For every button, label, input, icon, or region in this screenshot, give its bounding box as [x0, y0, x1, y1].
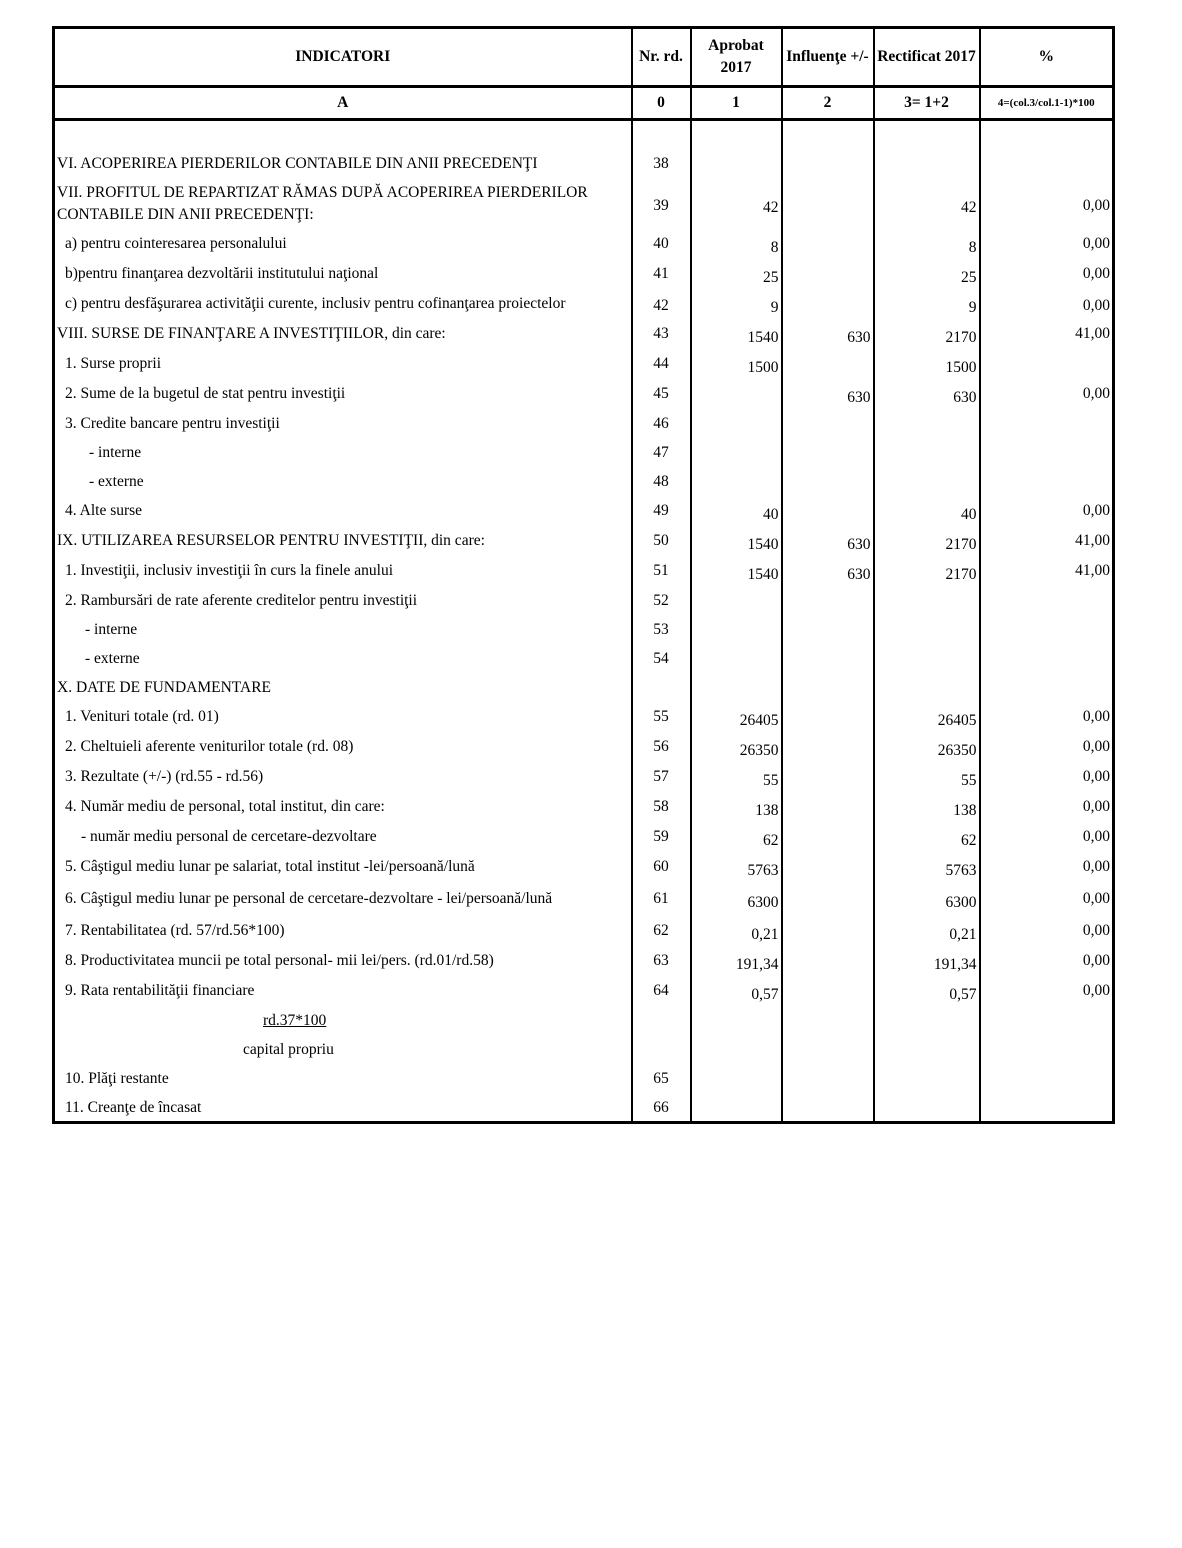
aprobat-value: 55	[691, 762, 782, 792]
aprobat-value: 26350	[691, 732, 782, 762]
percent-value	[980, 673, 1114, 702]
row-number: 65	[632, 1064, 691, 1093]
aprobat-value: 0,57	[691, 976, 782, 1006]
rectificat-value: 2170	[874, 526, 980, 556]
table-row	[54, 946, 1114, 976]
table-row	[54, 822, 1114, 852]
table-row	[54, 229, 1114, 259]
indicator-label: - interne	[54, 615, 632, 644]
row-number: 64	[632, 976, 691, 1006]
influente-value	[782, 438, 874, 467]
indicator-label: - externe	[54, 467, 632, 496]
table-row	[54, 438, 1114, 467]
percent-value: 0,00	[1082, 196, 1110, 214]
table-header	[54, 28, 1114, 120]
row-number: 38	[632, 149, 691, 178]
column-index-row	[54, 87, 1114, 120]
indicator-label: rd.37*100	[54, 1006, 632, 1035]
aprobat-value	[691, 1006, 782, 1035]
indicator-label: b)pentru finanţarea dezvoltării institutului naţional	[54, 259, 632, 289]
aprobat-value: 40	[691, 496, 782, 526]
aprobat-value: 25	[691, 259, 782, 289]
rectificat-value: 25	[874, 259, 980, 289]
aprobat-value	[691, 644, 782, 673]
table-row	[54, 1006, 1114, 1035]
col-index-a: A	[54, 87, 632, 120]
row-number: 46	[632, 409, 691, 438]
row-number: 58	[632, 792, 691, 822]
table-row	[54, 1064, 1114, 1093]
influente-value	[782, 822, 874, 852]
rectificat-value: 0,21	[874, 916, 980, 946]
indicators-table	[52, 26, 1115, 1124]
percent-value: 0,00	[1082, 890, 1110, 907]
table-row	[54, 259, 1114, 289]
row-number: 48	[632, 467, 691, 496]
col-index-1: 1	[691, 87, 782, 120]
percent-value: 0,00	[1082, 235, 1110, 252]
rectificat-value: 6300	[874, 884, 980, 916]
influente-value	[782, 467, 874, 496]
rectificat-value: 630	[874, 379, 980, 409]
spacer-row	[54, 120, 1114, 150]
influente-value	[782, 732, 874, 762]
aprobat-value: 9	[691, 289, 782, 319]
table-row	[54, 349, 1114, 379]
percent-value: 0,00	[1082, 265, 1110, 282]
percent-value	[980, 1006, 1114, 1035]
table-row	[54, 379, 1114, 409]
table-row	[54, 673, 1114, 702]
aprobat-value	[691, 1093, 782, 1123]
table-row	[54, 586, 1114, 615]
percent-value	[980, 615, 1114, 644]
table-row	[54, 792, 1114, 822]
col-index-3: 3= 1+2	[874, 87, 980, 120]
indicator-label: 2. Cheltuieli aferente veniturilor totale (rd. 08)	[54, 732, 632, 762]
table-row	[54, 556, 1114, 586]
row-number: 54	[632, 644, 691, 673]
percent-value: 0,00	[1082, 952, 1110, 969]
influente-value	[782, 149, 874, 178]
indicator-label: 1. Surse proprii	[54, 349, 632, 379]
aprobat-value: 5763	[691, 852, 782, 884]
influente-value: 630	[782, 379, 874, 409]
influente-value	[782, 762, 874, 792]
rectificat-value	[874, 149, 980, 178]
indicator-label: 8. Productivitatea muncii pe total personal- mii lei/pers. (rd.01/rd.58)	[54, 946, 632, 976]
budget-indicators-sheet	[52, 26, 1112, 1124]
indicator-label: 7. Rentabilitatea (rd. 57/rd.56*100)	[54, 916, 632, 946]
percent-value: 0,00	[1082, 297, 1110, 314]
rectificat-value	[874, 409, 980, 438]
influente-value: 630	[782, 526, 874, 556]
aprobat-value: 42	[691, 178, 782, 229]
influente-value	[782, 644, 874, 673]
indicator-label: 9. Rata rentabilităţii financiare	[54, 976, 632, 1006]
influente-value: 630	[782, 319, 874, 349]
row-number: 59	[632, 822, 691, 852]
percent-value: 0,00	[1082, 922, 1110, 939]
indicator-label: 1. Investiţii, inclusiv investiţii în curs la finele anului	[54, 556, 632, 586]
header-influente: Influenţe +/-	[782, 28, 874, 87]
indicator-label: c) pentru desfăşurarea activităţii curente, inclusiv pentru cofinanţarea proiectelor	[54, 289, 632, 319]
table-row	[54, 644, 1114, 673]
header-indicatori: INDICATORI	[54, 28, 632, 87]
rectificat-value: 2170	[874, 319, 980, 349]
rectificat-value: 55	[874, 762, 980, 792]
rectificat-value: 138	[874, 792, 980, 822]
aprobat-value: 1540	[691, 319, 782, 349]
percent-value: 41,00	[1075, 325, 1110, 342]
rectificat-value	[874, 1006, 980, 1035]
percent-value	[980, 1035, 1114, 1064]
influente-value: 630	[782, 556, 874, 586]
row-number: 57	[632, 762, 691, 792]
percent-value	[980, 467, 1114, 496]
row-number: 49	[632, 496, 691, 526]
percent-value: 0,00	[1082, 828, 1110, 845]
table-row	[54, 916, 1114, 946]
influente-value	[782, 496, 874, 526]
influente-value	[782, 229, 874, 259]
aprobat-value: 8	[691, 229, 782, 259]
rectificat-value: 8	[874, 229, 980, 259]
aprobat-value	[691, 1035, 782, 1064]
indicator-label: - număr mediu personal de cercetare-dezvoltare	[54, 822, 632, 852]
influente-value	[782, 884, 874, 916]
influente-value	[782, 792, 874, 822]
row-number: 52	[632, 586, 691, 615]
percent-value: 0,00	[1082, 798, 1110, 815]
rectificat-value: 26405	[874, 702, 980, 732]
header-nr-rd: Nr. rd.	[632, 28, 691, 87]
percent-value	[980, 644, 1114, 673]
rectificat-value	[874, 1093, 980, 1123]
row-number: 47	[632, 438, 691, 467]
percent-value: 0,00	[1082, 385, 1110, 402]
indicator-label: capital propriu	[54, 1035, 632, 1064]
aprobat-value	[691, 379, 782, 409]
header-aprobat: Aprobat 2017	[691, 28, 782, 87]
influente-value	[782, 946, 874, 976]
table-row	[54, 976, 1114, 1006]
indicator-label: X. DATE DE FUNDAMENTARE	[54, 673, 632, 702]
aprobat-value: 1500	[691, 349, 782, 379]
percent-value	[980, 409, 1114, 438]
row-number: 53	[632, 615, 691, 644]
percent-value	[980, 1064, 1114, 1093]
row-number: 50	[632, 526, 691, 556]
indicator-label: VIII. SURSE DE FINANŢARE A INVESTIŢIILOR, din care:	[54, 319, 632, 349]
aprobat-value: 62	[691, 822, 782, 852]
influente-value	[782, 178, 874, 229]
row-number: 63	[632, 946, 691, 976]
aprobat-value	[691, 409, 782, 438]
table-row	[54, 178, 1114, 229]
table-row	[54, 1035, 1114, 1064]
percent-value	[980, 149, 1114, 178]
rectificat-value: 26350	[874, 732, 980, 762]
aprobat-value	[691, 615, 782, 644]
percent-value	[980, 1093, 1114, 1123]
indicator-label: VII. PROFITUL DE REPARTIZAT RĂMAS DUPĂ ACOPERIREA PIERDERILOR CONTABILE DIN ANII PRECEDENŢI:	[54, 178, 632, 229]
aprobat-value: 138	[691, 792, 782, 822]
table-row	[54, 1093, 1114, 1123]
rectificat-value: 40	[874, 496, 980, 526]
percent-value: 0,00	[1082, 858, 1110, 875]
influente-value	[782, 259, 874, 289]
table-body	[54, 120, 1114, 1123]
table-row	[54, 526, 1114, 556]
indicator-label: - externe	[54, 644, 632, 673]
aprobat-value: 1540	[691, 526, 782, 556]
row-number: 56	[632, 732, 691, 762]
influente-value	[782, 1006, 874, 1035]
aprobat-value: 1540	[691, 556, 782, 586]
row-number: 51	[632, 556, 691, 586]
influente-value	[782, 409, 874, 438]
aprobat-value: 191,34	[691, 946, 782, 976]
col-index-2: 2	[782, 87, 874, 120]
indicator-label: 2. Sume de la bugetul de stat pentru investiţii	[54, 379, 632, 409]
header-rectificat: Rectificat 2017	[874, 28, 980, 87]
percent-value	[980, 349, 1114, 379]
rectificat-value: 1500	[874, 349, 980, 379]
aprobat-value	[691, 149, 782, 178]
table-row	[54, 732, 1114, 762]
rectificat-value	[874, 615, 980, 644]
row-number: 43	[632, 319, 691, 349]
table-row	[54, 702, 1114, 732]
rectificat-value	[874, 1064, 980, 1093]
indicator-label: a) pentru cointeresarea personalului	[54, 229, 632, 259]
row-number: 44	[632, 349, 691, 379]
header-percent: %	[980, 28, 1114, 87]
rectificat-value	[874, 1035, 980, 1064]
row-number: 42	[632, 289, 691, 319]
aprobat-value	[691, 467, 782, 496]
row-number: 45	[632, 379, 691, 409]
indicator-label: 4. Alte surse	[54, 496, 632, 526]
aprobat-value	[691, 586, 782, 615]
table-row	[54, 496, 1114, 526]
row-number: 66	[632, 1093, 691, 1123]
table-row	[54, 467, 1114, 496]
influente-value	[782, 916, 874, 946]
col-index-0: 0	[632, 87, 691, 120]
influente-value	[782, 1064, 874, 1093]
rectificat-value	[874, 644, 980, 673]
aprobat-value	[691, 673, 782, 702]
rectificat-value	[874, 673, 980, 702]
row-number: 61	[632, 884, 691, 916]
indicator-label: IX. UTILIZAREA RESURSELOR PENTRU INVESTIŢII, din care:	[54, 526, 632, 556]
table-row	[54, 319, 1114, 349]
row-number	[632, 1006, 691, 1035]
table-row	[54, 762, 1114, 792]
influente-value	[782, 702, 874, 732]
row-number: 41	[632, 259, 691, 289]
indicator-label: 5. Câştigul mediu lunar pe salariat, total institut -lei/persoană/lună	[54, 852, 632, 884]
table-row	[54, 149, 1114, 178]
header-row	[54, 28, 1114, 87]
row-number	[632, 1035, 691, 1064]
indicator-label: 10. Plăţi restante	[54, 1064, 632, 1093]
table-row	[54, 409, 1114, 438]
rectificat-value: 2170	[874, 556, 980, 586]
indicator-label: 3. Rezultate (+/-) (rd.55 - rd.56)	[54, 762, 632, 792]
rectificat-value	[874, 467, 980, 496]
percent-value: 0,00	[1082, 708, 1110, 725]
indicator-label: 2. Rambursări de rate aferente creditelor pentru investiţii	[54, 586, 632, 615]
indicator-label: 3. Credite bancare pentru investiţii	[54, 409, 632, 438]
percent-value: 41,00	[1075, 532, 1110, 549]
aprobat-value: 6300	[691, 884, 782, 916]
table-row	[54, 289, 1114, 319]
indicator-label: 4. Număr mediu de personal, total institut, din care:	[54, 792, 632, 822]
indicator-label: 11. Creanţe de încasat	[54, 1093, 632, 1123]
rectificat-value	[874, 438, 980, 467]
influente-value	[782, 852, 874, 884]
rectificat-value: 5763	[874, 852, 980, 884]
row-number: 39	[632, 178, 691, 229]
influente-value	[782, 1035, 874, 1064]
indicator-label: 6. Câştigul mediu lunar pe personal de cercetare-dezvoltare - lei/persoană/lună	[54, 884, 632, 916]
influente-value	[782, 673, 874, 702]
rectificat-value: 9	[874, 289, 980, 319]
influente-value	[782, 349, 874, 379]
influente-value	[782, 1093, 874, 1123]
aprobat-value: 0,21	[691, 916, 782, 946]
percent-value	[980, 438, 1114, 467]
table-row	[54, 884, 1114, 916]
aprobat-value	[691, 1064, 782, 1093]
table-row	[54, 615, 1114, 644]
row-number	[632, 673, 691, 702]
rectificat-value: 191,34	[874, 946, 980, 976]
rectificat-value: 42	[874, 178, 980, 229]
col-index-4: 4=(col.3/col.1-1)*100	[980, 87, 1114, 120]
row-number: 40	[632, 229, 691, 259]
influente-value	[782, 976, 874, 1006]
aprobat-value	[691, 438, 782, 467]
influente-value	[782, 615, 874, 644]
indicator-label: - interne	[54, 438, 632, 467]
rectificat-value	[874, 586, 980, 615]
aprobat-value: 26405	[691, 702, 782, 732]
row-number: 55	[632, 702, 691, 732]
influente-value	[782, 586, 874, 615]
percent-value: 0,00	[1082, 982, 1110, 999]
row-number: 62	[632, 916, 691, 946]
percent-value	[980, 586, 1114, 615]
influente-value	[782, 289, 874, 319]
table-row	[54, 852, 1114, 884]
row-number: 60	[632, 852, 691, 884]
percent-value: 0,00	[1082, 768, 1110, 785]
percent-value: 0,00	[1082, 502, 1110, 519]
indicator-label: VI. ACOPERIREA PIERDERILOR CONTABILE DIN ANII PRECEDENŢI	[54, 149, 632, 178]
rectificat-value: 0,57	[874, 976, 980, 1006]
indicator-label: 1. Venituri totale (rd. 01)	[54, 702, 632, 732]
percent-value: 0,00	[1082, 738, 1110, 755]
percent-value: 41,00	[1075, 562, 1110, 579]
rectificat-value: 62	[874, 822, 980, 852]
